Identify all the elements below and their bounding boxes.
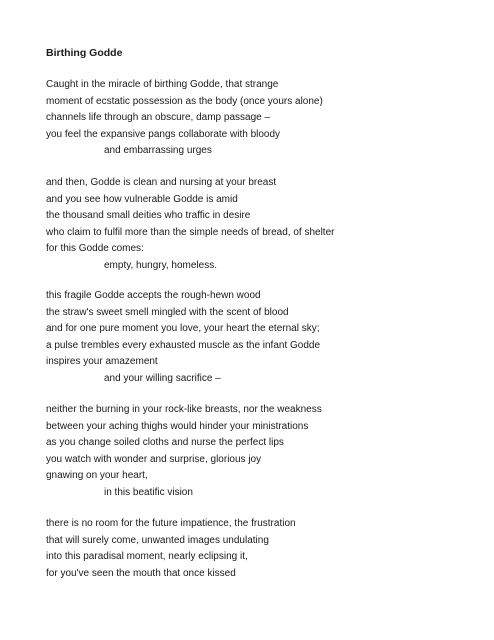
poem-line: you feel the expansive pangs collaborate with bloody xyxy=(46,128,281,140)
poem-line: for you've seen the mouth that once kissed xyxy=(46,567,236,579)
poem-line: channels life through an obscure, damp passage – xyxy=(46,112,271,124)
poem-line: gnawing on your heart, xyxy=(46,470,148,482)
poem-line: for this Godde comes: xyxy=(46,243,144,255)
stanza-2 xyxy=(46,175,476,275)
stanza-3 xyxy=(46,288,476,388)
poem-line: the straw's sweet smell mingled with the scent of blood xyxy=(46,306,289,318)
poem-line: this fragile Godde accepts the rough-hewn wood xyxy=(46,290,261,301)
poem-line: a pulse trembles every exhausted muscle as the infant Godde xyxy=(46,339,321,351)
poem-line: and you see how vulnerable Godde is amid xyxy=(46,193,238,205)
poem-line: the thousand small deities who traffic in desire xyxy=(46,210,251,222)
poem-line: who claim to fulfil more than the simple needs of bread, of shelter xyxy=(46,226,335,238)
poem-line-indented: and your willing sacrifice – xyxy=(104,372,221,384)
poem-line: as you change soiled cloths and nurse the perfect lips xyxy=(46,437,284,449)
poem-line: Caught in the miracle of birthing Godde, that strange xyxy=(46,79,279,90)
poem-line: neither the burning in your rock-like breasts, nor the weakness xyxy=(46,404,322,415)
poem-line: there is no room for the future impatience, the frustration xyxy=(46,518,296,529)
poem-line-indented: empty, hungry, homeless. xyxy=(104,259,218,271)
poem-line: into this paradisal moment, nearly eclipsing it, xyxy=(46,551,248,563)
poem-line-indented: in this beatific vision xyxy=(104,486,193,498)
poem-line: and for one pure moment you love, your heart the eternal sky; xyxy=(46,323,320,335)
stanza-1 xyxy=(46,77,476,160)
poem-line: inspires your amazement xyxy=(46,356,158,368)
poem-line: and then, Godde is clean and nursing at your breast xyxy=(46,177,277,188)
poem-line: you watch with wonder and surprise, glorious joy xyxy=(46,453,262,465)
stanza-4 xyxy=(46,402,476,502)
poem-line: between your aching thighs would hinder your ministrations xyxy=(46,420,309,432)
stanza-5 xyxy=(46,516,476,582)
poem-title: Birthing Godde xyxy=(46,47,123,59)
poem-line: moment of ecstatic possession as the body (once yours alone) xyxy=(46,95,323,107)
poem-line: that will surely come, unwanted images undulating xyxy=(46,534,269,546)
poem-line-indented: and embarrassing urges xyxy=(104,145,212,157)
